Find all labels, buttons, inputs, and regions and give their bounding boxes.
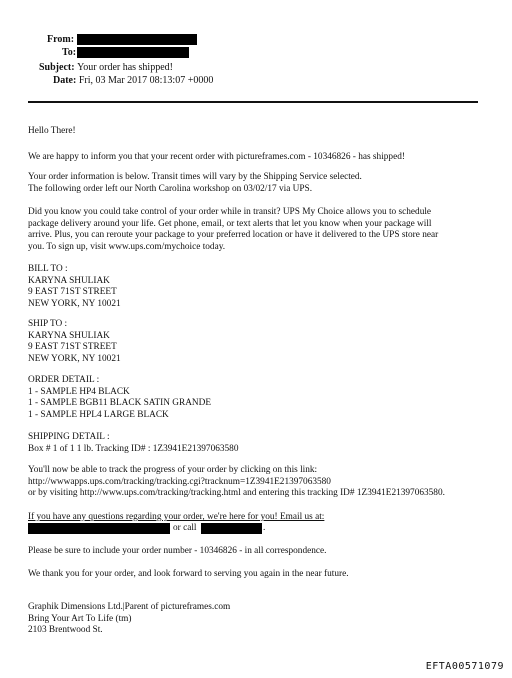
- shipping-detail-block: [28, 432, 498, 455]
- questions-paragraph: [28, 512, 498, 524]
- to-label: To:: [62, 47, 77, 58]
- order-item: 1 - SAMPLE BGB11 BLACK SATIN GRANDE: [28, 398, 212, 409]
- greeting: Hello There!: [28, 126, 76, 136]
- ups-line: package delivery around your life. Get phone, email, or text alerts that let you know when your package will: [28, 218, 432, 229]
- from-redaction: [77, 34, 197, 45]
- shipping-detail-line: Box # 1 of 1 1 lb. Tracking ID# : 1Z3941E21397063580: [28, 443, 239, 454]
- subject-row: [39, 62, 173, 74]
- bill-name: KARYNA SHULIAK: [28, 275, 110, 286]
- order-info-paragraph: [28, 172, 498, 195]
- signature-line: 2103 Brentwood St.: [28, 625, 103, 636]
- questions-line: If you have any questions regarding your order, we're here for you! Email us at:: [28, 512, 325, 522]
- tracking-intro: You'll now be able to track the progress of your order by clicking on this link:: [28, 465, 318, 475]
- include-order-number: Please be sure to include your order number - 10346826 - in all correspondence.: [28, 546, 327, 556]
- questions-period: .: [263, 523, 266, 533]
- tracking-link[interactable]: http://wwwapps.ups.com/tracking/tracking.cgi?tracknum=1Z3941E21397063580: [28, 476, 331, 487]
- signature-line: Bring Your Art To Life (tm): [28, 613, 132, 624]
- order-info-line: Your order information is below. Transit times will vary by the Shipping Service selected.: [28, 172, 362, 182]
- from-label: From:: [47, 34, 75, 45]
- ship-to-label: SHIP TO :: [28, 319, 68, 329]
- signature-block: [28, 602, 498, 637]
- ups-line: you. To sign up, visit www.ups.com/mychoice today.: [28, 242, 226, 253]
- to-row: [62, 47, 76, 59]
- bill-city: NEW YORK, NY 10021: [28, 299, 121, 310]
- date-row: [53, 75, 213, 87]
- subject-value: Your order has shipped!: [77, 62, 173, 73]
- ups-my-choice-paragraph: [28, 207, 498, 254]
- ups-line: Did you know you could take control of your order while in transit? UPS My Choice allows you to schedule: [28, 207, 432, 217]
- intro-text: We are happy to inform you that your recent order with pictureframes.com - 10346826 - has shipped!: [28, 152, 405, 162]
- date-label: Date:: [53, 75, 77, 86]
- bill-to-label: BILL TO :: [28, 264, 68, 274]
- subject-label: Subject:: [39, 62, 75, 73]
- email-redaction: [28, 523, 170, 534]
- phone-redaction: [201, 523, 262, 534]
- tracking-paragraph: [28, 465, 498, 500]
- bill-to-block: [28, 264, 498, 311]
- header-divider: [28, 101, 478, 103]
- ship-name: KARYNA SHULIAK: [28, 330, 110, 341]
- date-value: Fri, 03 Mar 2017 08:13:07 +0000: [78, 75, 214, 86]
- document-id: EFTA00571079: [425, 661, 504, 672]
- signature-line: Graphik Dimensions Ltd.|Parent of pictureframes.com: [28, 602, 231, 612]
- order-item: 1 - SAMPLE HPL4 LARGE BLACK: [28, 410, 169, 421]
- bill-street: 9 EAST 71ST STREET: [28, 287, 117, 298]
- order-detail-label: ORDER DETAIL :: [28, 375, 100, 385]
- shipping-detail-label: SHIPPING DETAIL :: [28, 432, 110, 442]
- to-redaction: [77, 47, 189, 58]
- ship-street: 9 EAST 71ST STREET: [28, 342, 117, 353]
- ups-line: arrive. Plus, you can reroute your package to your preferred location or have it delivered to the UPS store near: [28, 230, 439, 241]
- or-call-text: or call: [173, 523, 197, 533]
- thank-you-line: We thank you for your order, and look forward to serving you again in the near future.: [28, 569, 349, 579]
- ship-city: NEW YORK, NY 10021: [28, 354, 121, 365]
- order-item: 1 - SAMPLE HP4 BLACK: [28, 386, 130, 397]
- order-info-line: The following order left our North Carolina workshop on 03/02/17 via UPS.: [28, 183, 313, 194]
- tracking-alt: or by visiting http://www.ups.com/tracking/tracking.html and entering this tracking ID# 1Z3941E21397063580.: [28, 488, 445, 499]
- from-row: [47, 34, 74, 46]
- order-detail-block: [28, 375, 498, 422]
- ship-to-block: [28, 319, 498, 366]
